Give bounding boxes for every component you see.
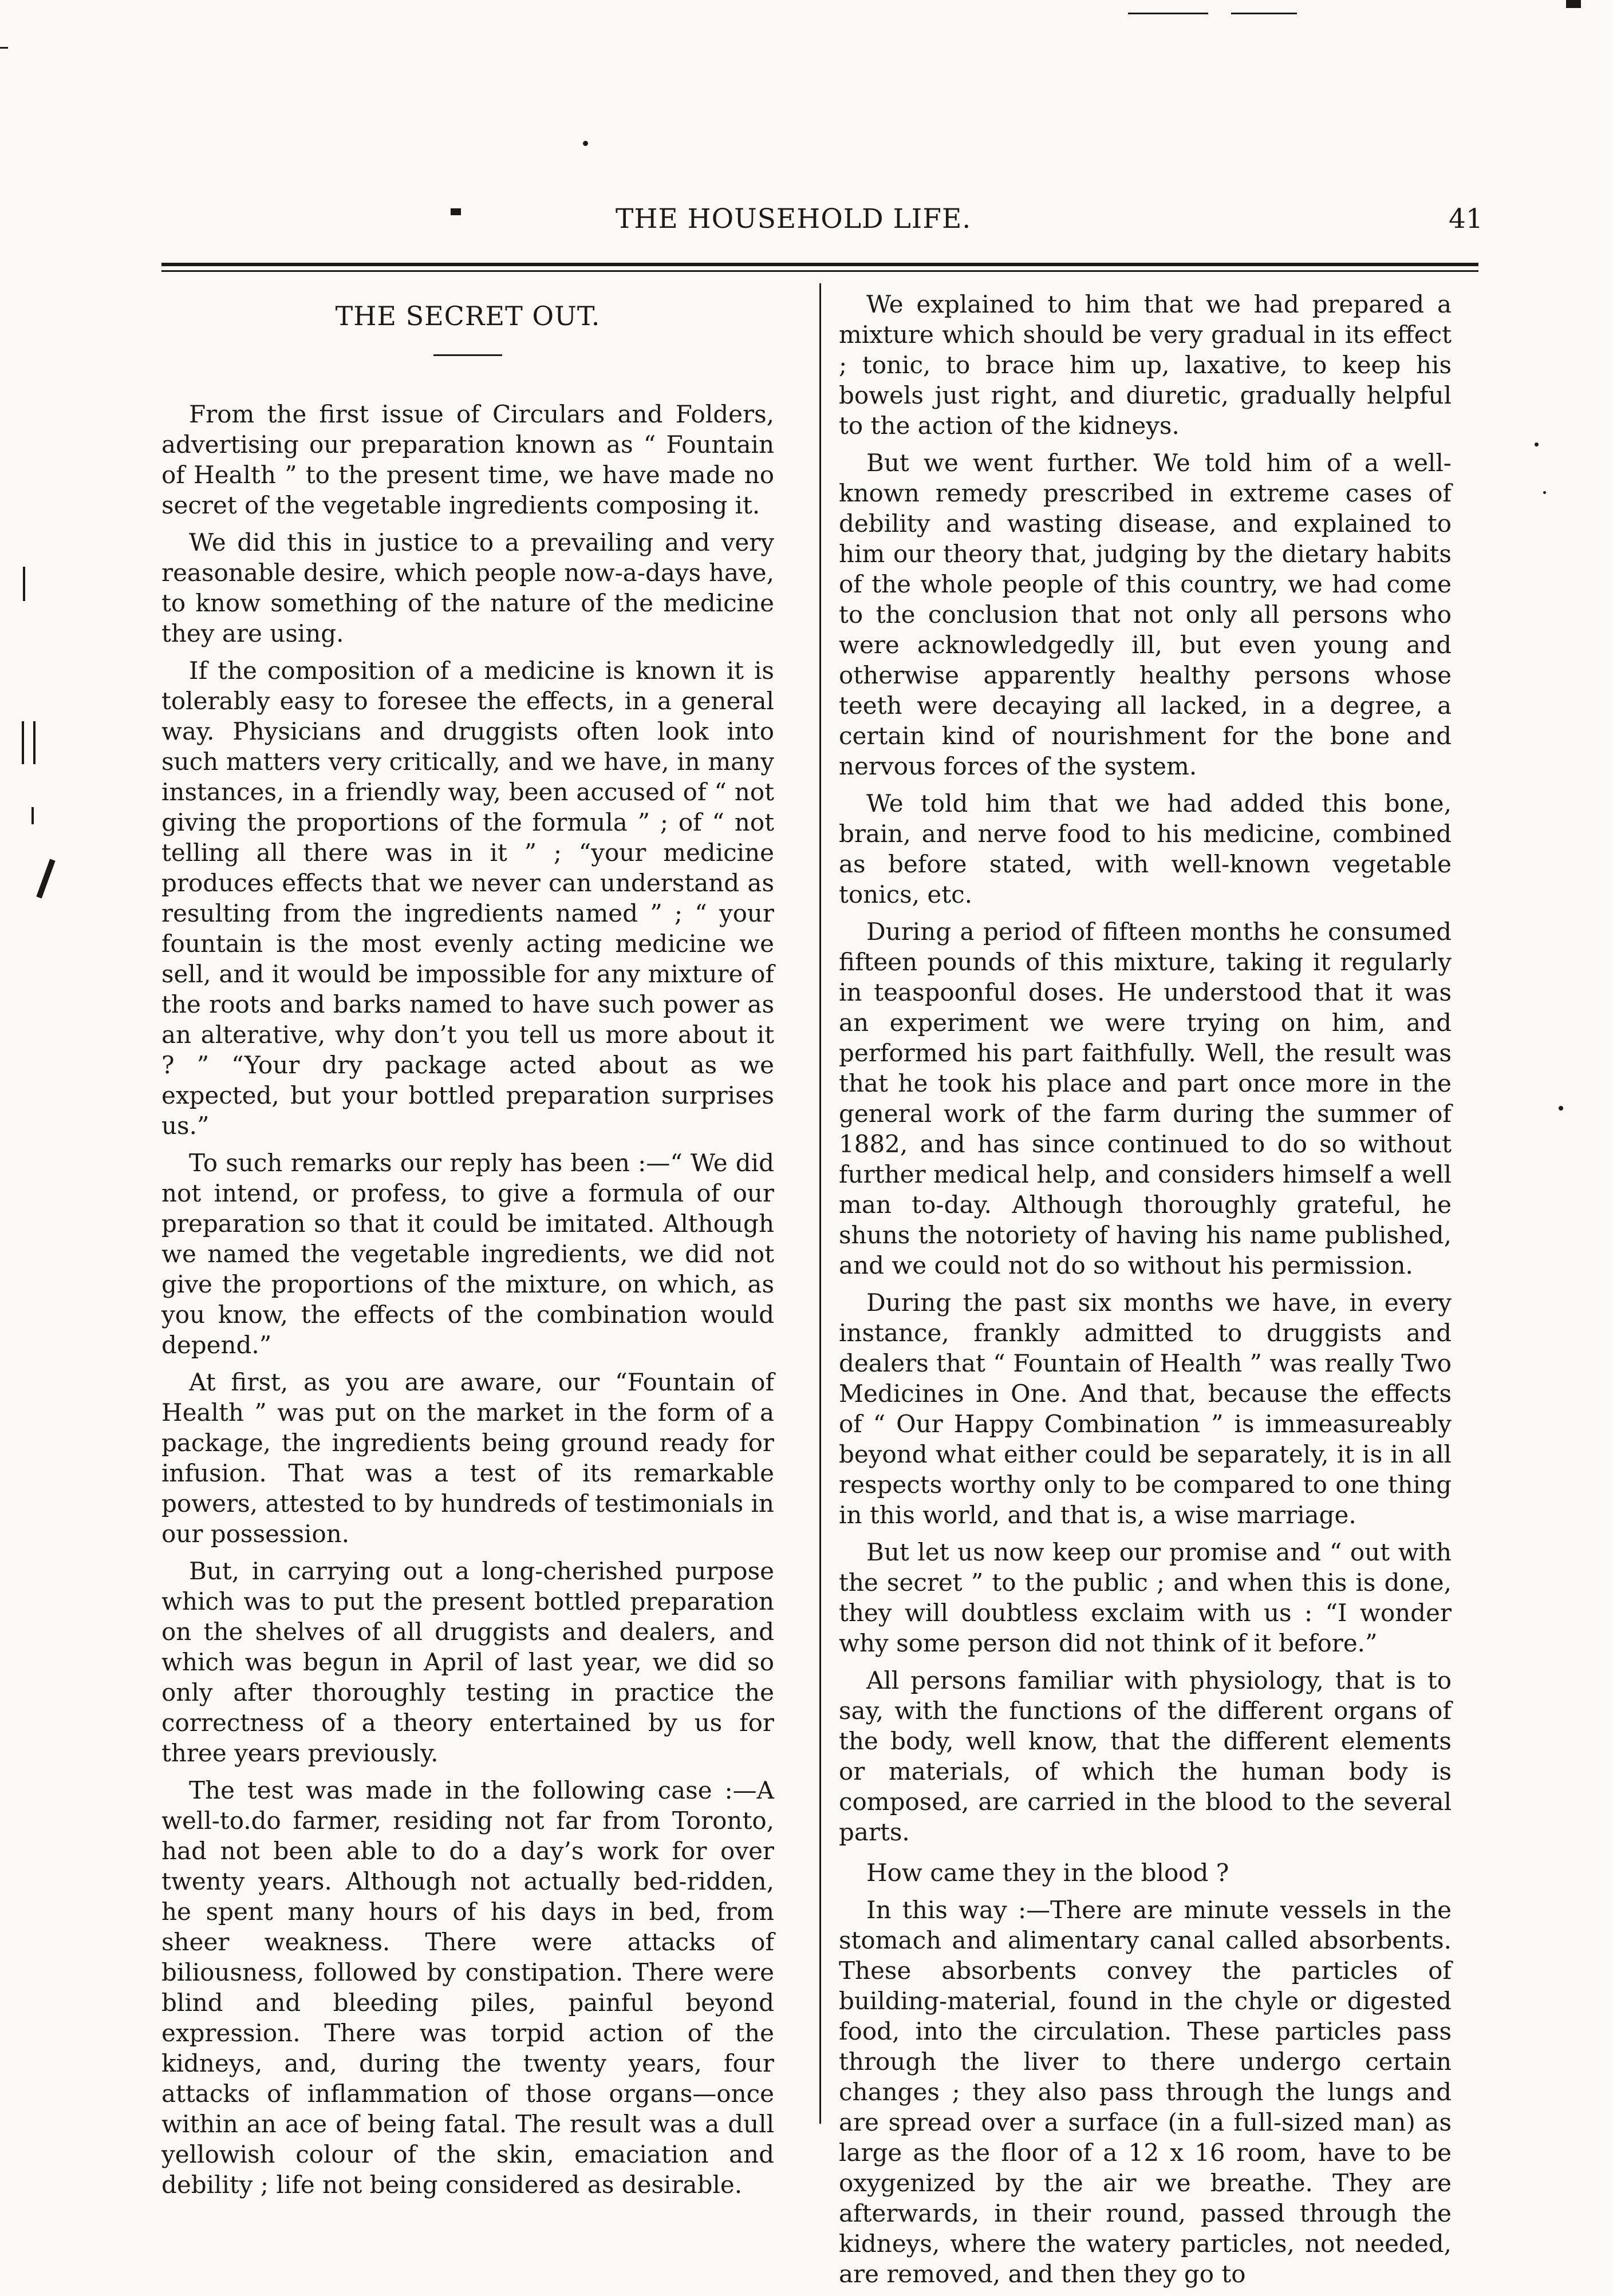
header-rule-thin (161, 270, 1478, 272)
paragraph: During a period of fifteen months he consumed fifteen pounds of this mixture, taking it regularly in teaspoonful doses. He understood that it was an experiment we were trying on him, and performed his part faithfully. Well, the result was that he took his place and part once more in the general work of the farm during the summer of 1882, and has since continued to do so without further medical help, and considers himself a well man to-day. Although thoroughly grateful, he shuns the notoriety of having his name published, and we could not do so without his permission. (839, 918, 1452, 1279)
column-divider (819, 283, 821, 2124)
print-mark (1231, 13, 1297, 14)
paragraph: From the first issue of Circulars and Folders, advertising our preparation known as “ Fountain of Health ” to the present time, we have made no secret of the vegetable ingredients composing it. (161, 400, 774, 519)
paragraph: But, in carrying out a long-cherished purpose which was to put the present bottled preparation on the shelves of all druggists and dealers, and which was begun in April of last year, we did so only after thoroughly testing in practice the correctness of a theory entertained by us for three years previously. (161, 1557, 774, 1767)
article-title: THE SECRET OUT. (335, 301, 601, 331)
paragraph: In this way :—There are minute vessels in the stomach and alimentary canal called absorbents. These absorbents convey the particles of building-material, found in the chyle or digested food, into the circulation. These particles pass through the liver to there undergo certain changes ; they also pass through the lungs and are spread over a surface (in a full-sized man) as large as the floor of a 12 x 16 room, have to be oxygenized by the air we breathe. They are afterwards, in their round, passed through the kidneys, where the watery particles, not needed, are removed, and then they go to (839, 1896, 1452, 2288)
print-mark (0, 47, 8, 49)
header-rule-thick (161, 263, 1478, 266)
print-mark (583, 141, 588, 146)
print-mark (1559, 1106, 1563, 1111)
left-column (161, 283, 774, 2207)
paragraph: But let us now keep our promise and “ out with the secret ” to the public ; and when this is done, they will doubtless exclaim with us : “I wonder why some person did not think of it before.” (839, 1538, 1452, 1657)
print-mark (31, 807, 34, 824)
print-mark (1128, 13, 1208, 14)
right-column (839, 283, 1452, 2296)
paragraph: At first, as you are aware, our “Fountain of Health ” was put on the market in the form of a package, the ingredients being ground ready for infusion. That was a test of its remarkable powers, attested to by hundreds of testimonials in our possession. (161, 1368, 774, 1548)
title-rule (433, 354, 502, 356)
print-mark (1543, 491, 1546, 494)
paragraph: But we went further. We told him of a well-known remedy prescribed in extreme cases of debility and wasting disease, and explained to him our theory that, judging by the dietary habits of the whole people of this country, we had come to the conclusion that not only all persons who were acknowledgedly ill, but even young and otherwise apparently healthy persons whose teeth were decaying all lacked, in a degree, a certain kind of nourishment for the bone and nervous forces of the system. (839, 449, 1452, 780)
paragraph: To such remarks our reply has been :—“ We did not intend, or profess, to give a formula of our preparation so that it could be imitated. Although we named the vegetable ingredients, we did not give the proportions of the mixture, on which, as you know, the effects of the combination would depend.” (161, 1149, 774, 1359)
paragraph: The test was made in the following case :—A well-to.do farmer, residing not far from Toronto, had not been able to do a day’s work for over twenty years. Although not actually bed-ridden, he spent many hours of his days in bed, from sheer weakness. There were attacks of biliousness, followed by constipation. There were blind and bleeding piles, painful beyond expression. There was torpid action of the kidneys, and, during the twenty years, four attacks of inflammation of those organs—once within an ace of being fatal. The result was a dull yellowish colour of the skin, emaciation and debility ; life not being considered as desirable. (161, 1776, 774, 2199)
paragraph: If the composition of a medicine is known it is tolerably easy to foresee the effects, in a general way. Physicians and druggists often look into such matters very critically, and we have, in many instances, in a friendly way, been accused of “ not giving the proportions of the formula ” ; of “ not telling all there was in it ” ; “your medicine produces effects that we never can understand as resulting from the ingredients named ” ; “ your fountain is the most evenly acting medicine we sell, and it would be impossible for any mixture of the roots and barks named to have such power as an alterative, why don’t you tell us more about it ? ” “Your dry package acted about as we expected, but your bottled preparation surprises us.” (161, 657, 774, 1140)
print-mark (1535, 442, 1539, 446)
print-mark (36, 859, 55, 898)
paragraph: We did this in justice to a prevailing and very reasonable desire, which people now-a-days have, to know something of the nature of the medicine they are using. (161, 528, 774, 647)
paragraph: We told him that we had added this bone, brain, and nerve food to his medicine, combined as before stated, with well-known vegetable tonics, etc. (839, 789, 1452, 908)
page-number: 41 (1449, 203, 1483, 235)
print-mark (451, 208, 461, 215)
print-mark (23, 567, 25, 601)
print-mark (1566, 0, 1581, 8)
running-head: THE HOUSEHOLD LIFE. (616, 203, 972, 235)
paragraph: How came they in the blood ? (866, 1859, 1229, 1887)
paragraph: All persons familiar with physiology, that is to say, with the functions of the different organs of the body, well know, that the different elements or materials, of which the human body is composed, are carried in the blood to the several parts. (839, 1666, 1452, 1846)
paragraph: During the past six months we have, in every instance, frankly admitted to druggists and dealers that “ Fountain of Health ” was really Two Medicines in One. And that, because the effects of “ Our Happy Combination ” is immeasureably beyond what either could be separately, it is in all respects worthy only to be compared to one thing in this world, and that is, a wise marriage. (839, 1289, 1452, 1529)
print-mark (33, 721, 36, 764)
print-mark (22, 721, 24, 764)
paragraph: We explained to him that we had prepared a mixture which should be very gradual in its effect ; tonic, to brace him up, laxative, to keep his bowels just right, and diuretic, gradually helpful to the action of the kidneys. (839, 290, 1452, 440)
